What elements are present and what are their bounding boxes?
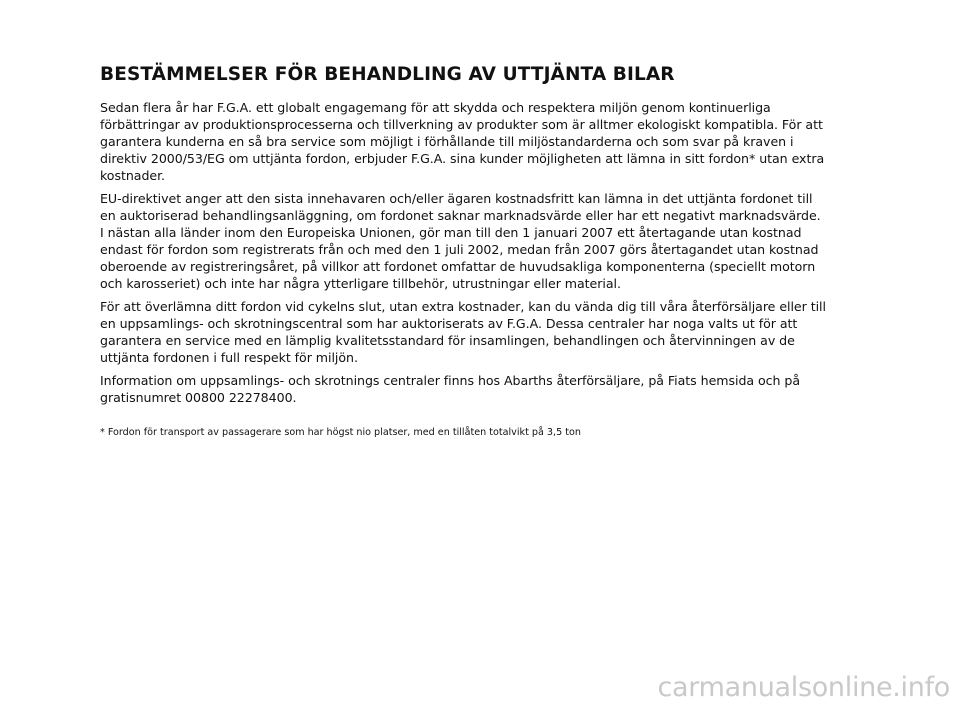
watermark: carmanualsonline.info — [657, 672, 950, 703]
page-title: BESTÄMMELSER FÖR BEHANDLING AV UTTJÄNTA BILAR — [100, 64, 675, 85]
paragraph-handover: För att överlämna ditt fordon vid cykelns slut, utan extra kostnader, kan du vända dig till våra återförsäljare eller till en uppsamlings- och skrotningscentral som har auktoriserats av F.G.A. Dessa centraler har noga valts ut för att garantera en service med en lämplig kvalitetsstandard för insamlingen, behandlingen och återvinningen av de uttjänta fordonen i full respekt för miljön. — [100, 299, 826, 365]
paragraph-eu-directive: EU-direktivet anger att den sista innehavaren och/eller ägaren kostnadsfritt kan lämna in det uttjänta fordonet till en auktoriserad behandlingsanläggning, om fordonet saknar marknadsvärde eller har ett negativt marknadsvärde. I nästan alla länder inom den Europeiska Unionen, gör man till den 1 januari 2007 ett återtagande utan kostnad endast för fordon som registrerats från och med den 1 juli 2002, medan från 2007 görs återtagandet utan kostnad oberoende av registreringsåret, på villkor att fordonet omfattar de huvudsakliga komponenterna (speciellt motorn och karosseriet) och inte har några ytterligare tillbehör, utrustningar eller material. — [100, 191, 821, 291]
paragraph-intro: Sedan flera år har F.G.A. ett globalt engagemang för att skydda och respektera miljön genom kontinuerliga förbättringar av produktionsprocesserna och tillverkning av produkter som är alltmer ekologiskt kompatibla. För att garantera kunderna en så bra service som möjligt i förhållande till miljöstandarderna och som svar på kraven i direktiv 2000/53/EG om uttjänta fordon, erbjuder F.G.A. sina kunder möjligheten att lämna in sitt fordon* utan extra kostnader. — [100, 100, 825, 183]
document-page — [100, 64, 828, 439]
paragraph-information: Information om uppsamlings- och skrotnings centraler finns hos Abarths återförsäljare, på Fiats hemsida och på gratisnumret 00800 22278400. — [100, 373, 801, 405]
footnote: * Fordon för transport av passagerare som har högst nio platser, med en tillåten totalvikt på 3,5 ton — [100, 427, 581, 438]
